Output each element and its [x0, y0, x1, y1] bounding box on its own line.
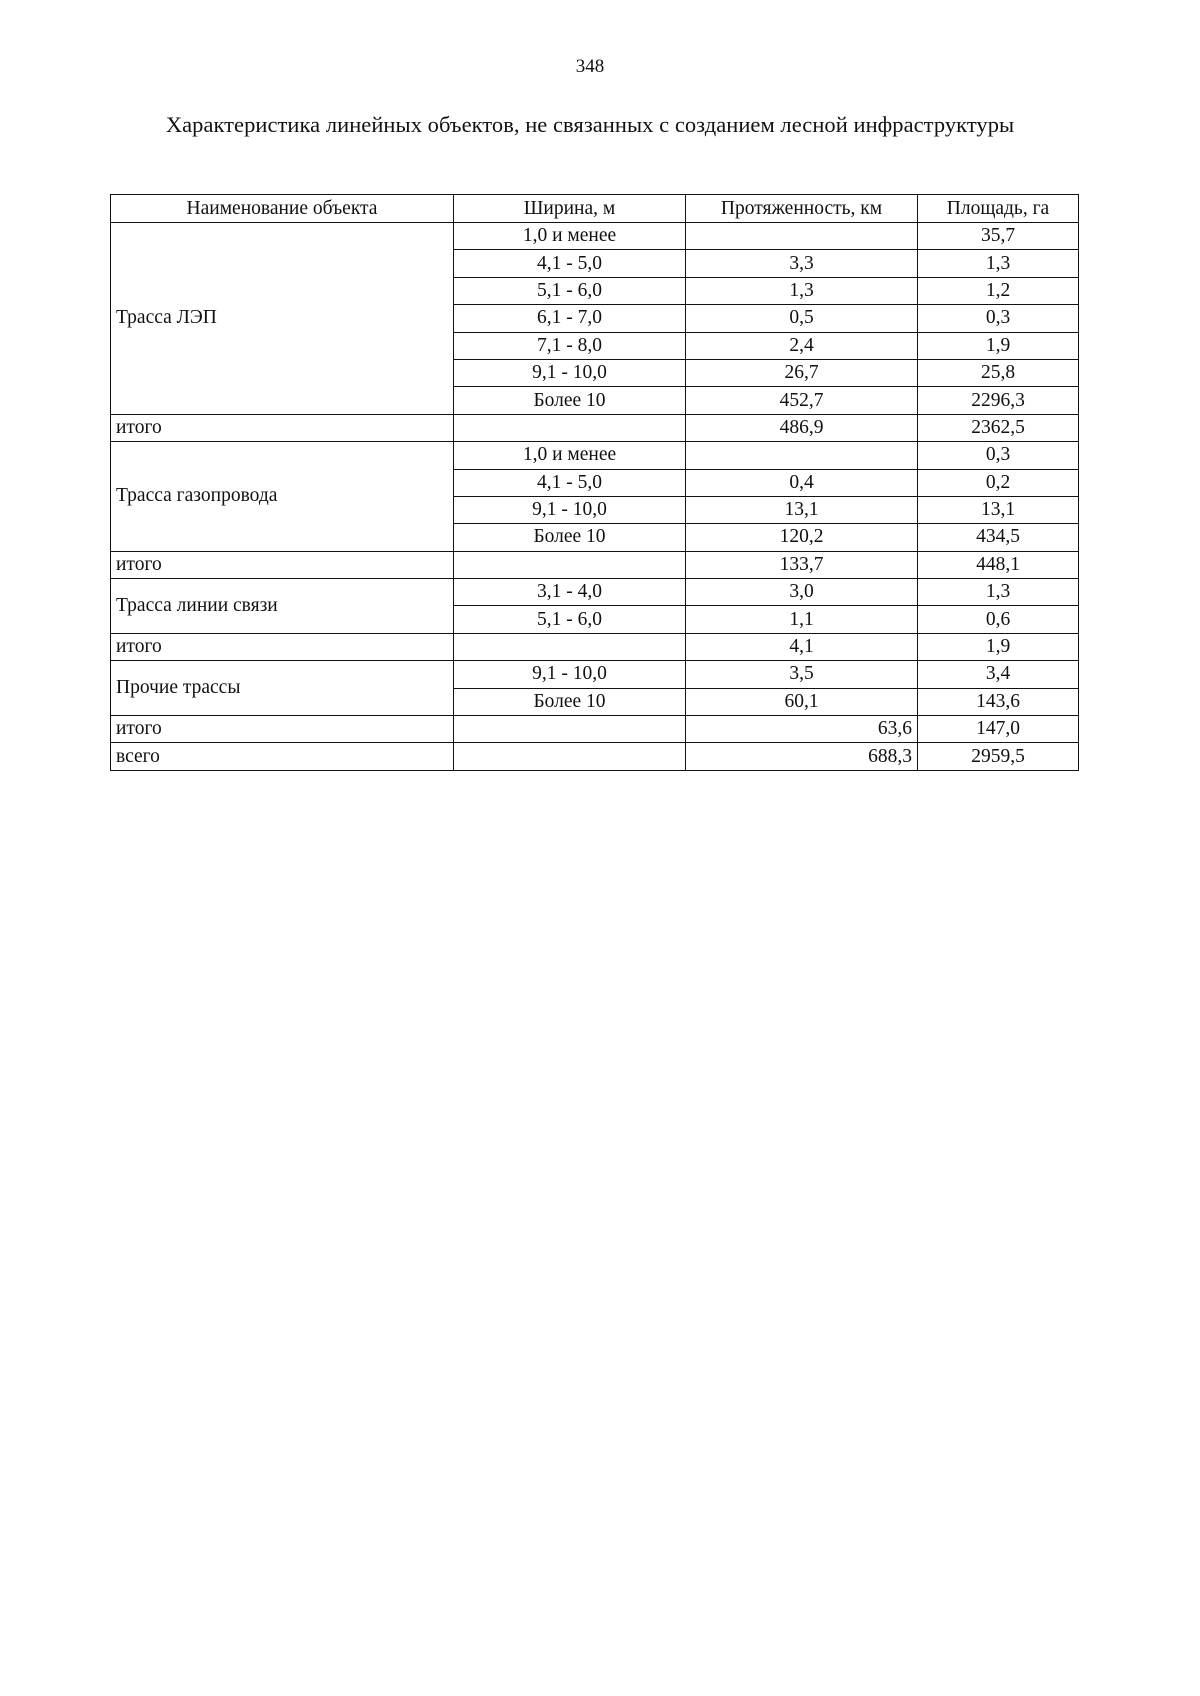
width-cell: 7,1 - 8,0 [454, 332, 686, 359]
area-cell: 1,2 [918, 277, 1079, 304]
table-row [111, 579, 1079, 606]
length-cell: 452,7 [686, 387, 918, 414]
width-cell: 6,1 - 7,0 [454, 305, 686, 332]
subtotal-width-cell [454, 414, 686, 441]
width-cell: Более 10 [454, 387, 686, 414]
grand-total-area-cell: 2959,5 [918, 743, 1079, 770]
area-cell: 3,4 [918, 661, 1079, 688]
area-cell: 1,3 [918, 579, 1079, 606]
width-cell: Более 10 [454, 524, 686, 551]
length-cell: 3,0 [686, 579, 918, 606]
area-cell: 434,5 [918, 524, 1079, 551]
table-row [111, 223, 1079, 250]
subtotal-label-cell: итого [111, 716, 454, 743]
subtotal-width-cell [454, 633, 686, 660]
table-body [111, 223, 1079, 771]
header-width: Ширина, м [454, 195, 686, 223]
area-cell: 0,6 [918, 606, 1079, 633]
area-cell: 25,8 [918, 359, 1079, 386]
area-cell: 2296,3 [918, 387, 1079, 414]
length-cell: 13,1 [686, 496, 918, 523]
length-cell: 3,3 [686, 250, 918, 277]
area-cell: 1,9 [918, 332, 1079, 359]
width-cell: 5,1 - 6,0 [454, 277, 686, 304]
table-header-row [111, 195, 1079, 223]
subtotal-label-cell: итого [111, 633, 454, 660]
header-length: Протяженность, км [686, 195, 918, 223]
length-cell: 120,2 [686, 524, 918, 551]
length-cell: 0,4 [686, 469, 918, 496]
subtotal-area-cell: 147,0 [918, 716, 1079, 743]
area-cell: 13,1 [918, 496, 1079, 523]
width-cell: 4,1 - 5,0 [454, 469, 686, 496]
object-name-cell: Трасса газопровода [111, 442, 454, 552]
grand-total-label-cell: всего [111, 743, 454, 770]
width-cell: 9,1 - 10,0 [454, 661, 686, 688]
length-cell: 26,7 [686, 359, 918, 386]
grand-total-row [111, 743, 1079, 770]
grand-total-width-cell [454, 743, 686, 770]
grand-total-length-cell: 688,3 [686, 743, 918, 770]
subtotal-area-cell: 448,1 [918, 551, 1079, 578]
length-cell: 1,1 [686, 606, 918, 633]
table-row [111, 661, 1079, 688]
width-cell: 1,0 и менее [454, 442, 686, 469]
object-name-cell: Трасса ЛЭП [111, 223, 454, 415]
subtotal-label-cell: итого [111, 414, 454, 441]
header-area: Площадь, га [918, 195, 1079, 223]
subtotal-row [111, 414, 1079, 441]
area-cell: 35,7 [918, 223, 1079, 250]
length-cell [686, 442, 918, 469]
area-cell: 0,3 [918, 442, 1079, 469]
subtotal-area-cell: 2362,5 [918, 414, 1079, 441]
page-number: 348 [575, 56, 605, 77]
subtotal-length-cell: 63,6 [686, 716, 918, 743]
subtotal-row [111, 551, 1079, 578]
linear-objects-table [110, 194, 1079, 771]
subtotal-row [111, 716, 1079, 743]
subtotal-width-cell [454, 716, 686, 743]
width-cell: 3,1 - 4,0 [454, 579, 686, 606]
width-cell: 9,1 - 10,0 [454, 496, 686, 523]
subtotal-area-cell: 1,9 [918, 633, 1079, 660]
subtotal-length-cell: 133,7 [686, 551, 918, 578]
length-cell: 0,5 [686, 305, 918, 332]
table-row [111, 442, 1079, 469]
length-cell: 1,3 [686, 277, 918, 304]
subtotal-label-cell: итого [111, 551, 454, 578]
area-cell: 0,2 [918, 469, 1079, 496]
width-cell: Более 10 [454, 688, 686, 715]
area-cell: 143,6 [918, 688, 1079, 715]
area-cell: 1,3 [918, 250, 1079, 277]
subtotal-width-cell [454, 551, 686, 578]
length-cell: 3,5 [686, 661, 918, 688]
width-cell: 9,1 - 10,0 [454, 359, 686, 386]
subtotal-length-cell: 486,9 [686, 414, 918, 441]
width-cell: 1,0 и менее [454, 223, 686, 250]
width-cell: 5,1 - 6,0 [454, 606, 686, 633]
page-title: Характеристика линейных объектов, не связанных с созданием лесной инфраструктуры [165, 112, 1015, 137]
length-cell [686, 223, 918, 250]
width-cell: 4,1 - 5,0 [454, 250, 686, 277]
length-cell: 60,1 [686, 688, 918, 715]
subtotal-length-cell: 4,1 [686, 633, 918, 660]
object-name-cell: Прочие трассы [111, 661, 454, 716]
object-name-cell: Трасса линии связи [111, 579, 454, 634]
subtotal-row [111, 633, 1079, 660]
length-cell: 2,4 [686, 332, 918, 359]
area-cell: 0,3 [918, 305, 1079, 332]
header-name: Наименование объекта [111, 195, 454, 223]
